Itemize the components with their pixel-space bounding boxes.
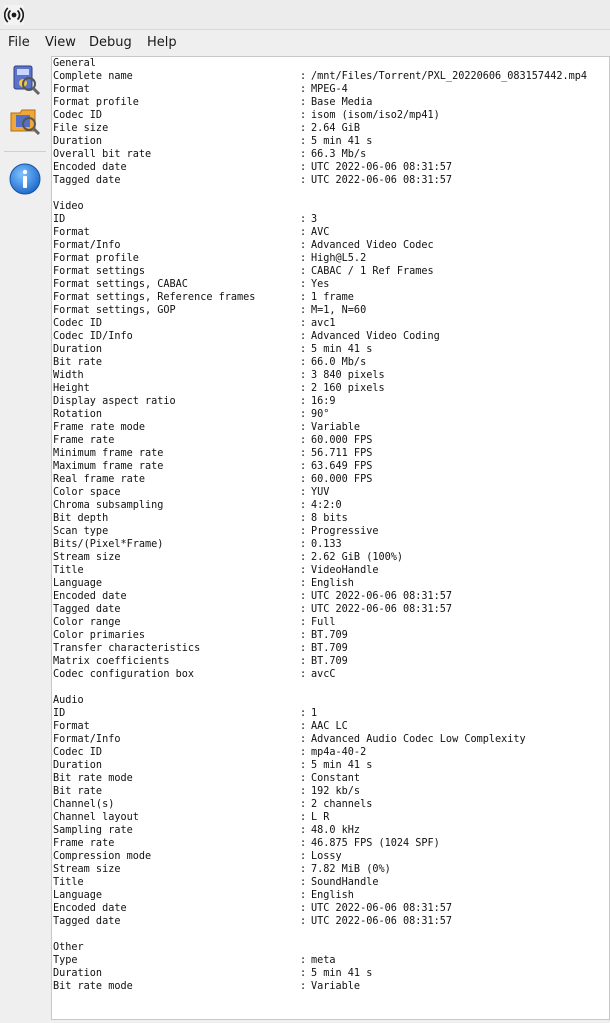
field-name: Complete name — [53, 71, 133, 82]
menu-file[interactable]: File — [8, 35, 30, 50]
field-value: 2.62 GiB (100%) — [311, 552, 404, 563]
field-separator: : — [300, 981, 307, 992]
report-row — [53, 161, 453, 174]
field-separator: : — [300, 669, 307, 680]
report-row — [53, 837, 440, 850]
field-name: Bit rate — [53, 786, 103, 797]
field-value: 56.711 FPS — [311, 448, 373, 459]
field-value: avc1 — [311, 318, 336, 329]
field-separator: : — [300, 422, 307, 433]
report-row — [53, 83, 348, 96]
field-name: Bit rate mode — [53, 773, 133, 784]
menu-bar — [0, 31, 610, 56]
field-value: 8 bits — [311, 513, 348, 524]
report-row — [53, 655, 348, 668]
field-value: avcC — [311, 669, 336, 680]
field-value: /mnt/Files/Torrent/PXL_20220606_083157442.mp4 — [311, 71, 588, 82]
field-name: Stream size — [53, 864, 121, 875]
field-name: Format profile — [53, 253, 139, 264]
report-row — [53, 707, 318, 720]
field-value: 46.875 FPS (1024 SPF) — [311, 838, 440, 849]
field-separator: : — [300, 110, 307, 121]
field-name: Language — [53, 578, 103, 589]
section-title: Other — [53, 942, 84, 953]
field-name: Duration — [53, 760, 103, 771]
field-name: Codec ID/Info — [53, 331, 133, 342]
field-name: Compression mode — [53, 851, 152, 862]
field-separator: : — [300, 435, 307, 446]
report-row — [53, 525, 379, 538]
field-separator: : — [300, 617, 307, 628]
report-row — [53, 590, 453, 603]
field-value: 7.82 MiB (0%) — [311, 864, 391, 875]
field-separator: : — [300, 526, 307, 537]
field-value: Advanced Video Codec — [311, 240, 434, 251]
report-row — [53, 785, 361, 798]
report-row — [53, 629, 348, 642]
field-separator: : — [300, 708, 307, 719]
report-view[interactable] — [51, 56, 610, 1020]
report-row — [53, 746, 367, 759]
field-separator: : — [300, 864, 307, 875]
field-value: High@L5.2 — [311, 253, 367, 264]
field-separator: : — [300, 123, 307, 134]
report-row — [53, 382, 385, 395]
field-separator: : — [300, 396, 307, 407]
report-row — [53, 330, 440, 343]
report-row — [53, 824, 361, 837]
field-separator: : — [300, 643, 307, 654]
field-name: Tagged date — [53, 604, 121, 615]
field-value: BT.709 — [311, 656, 348, 667]
field-separator: : — [300, 604, 307, 615]
field-separator: : — [300, 292, 307, 303]
report-row — [53, 720, 348, 733]
field-name: Encoded date — [53, 903, 127, 914]
field-name: Codec ID — [53, 110, 103, 121]
field-separator: : — [300, 877, 307, 888]
field-separator: : — [300, 448, 307, 459]
field-name: Type — [53, 955, 78, 966]
report-row — [53, 473, 373, 486]
field-value: 2.64 GiB — [311, 123, 361, 134]
field-separator: : — [300, 136, 307, 147]
field-separator: : — [300, 578, 307, 589]
field-value: 63.649 FPS — [311, 461, 373, 472]
field-value: 48.0 kHz — [311, 825, 361, 836]
field-separator: : — [300, 97, 307, 108]
report-row — [53, 980, 361, 993]
report-row — [53, 395, 336, 408]
field-separator: : — [300, 305, 307, 316]
field-separator: : — [300, 253, 307, 264]
report-row — [53, 70, 588, 83]
field-value: 4:2:0 — [311, 500, 342, 511]
field-separator: : — [300, 968, 307, 979]
section-title: Audio — [53, 695, 84, 706]
field-separator: : — [300, 760, 307, 771]
field-name: Format/Info — [53, 734, 121, 745]
section-title: General — [53, 58, 96, 69]
report-row — [53, 967, 373, 980]
field-separator: : — [300, 71, 307, 82]
field-separator: : — [300, 279, 307, 290]
field-value: M=1, N=60 — [311, 305, 367, 316]
report-row — [53, 252, 367, 265]
report-row — [53, 148, 367, 161]
mediainfo-app-icon — [4, 5, 24, 25]
field-name: ID — [53, 214, 66, 225]
field-name: Title — [53, 565, 84, 576]
field-name: Minimum frame rate — [53, 448, 164, 459]
field-name: Codec ID — [53, 318, 103, 329]
field-separator: : — [300, 773, 307, 784]
field-name: ID — [53, 708, 66, 719]
field-separator: : — [300, 916, 307, 927]
field-value: 5 min 41 s — [311, 760, 373, 771]
field-name: Height — [53, 383, 90, 394]
field-separator: : — [300, 240, 307, 251]
report-row — [53, 902, 453, 915]
field-name: Format settings, Reference frames — [53, 292, 256, 303]
report-row — [53, 460, 373, 473]
field-value: 5 min 41 s — [311, 344, 373, 355]
field-name: Rotation — [53, 409, 103, 420]
media-info-report — [53, 57, 588, 993]
field-separator: : — [300, 266, 307, 277]
field-value: Variable — [311, 422, 361, 433]
field-value: 2 160 pixels — [311, 383, 385, 394]
field-name: Format — [53, 227, 90, 238]
report-row — [53, 499, 342, 512]
toolbar-separator — [4, 151, 46, 152]
field-name: Frame rate — [53, 435, 115, 446]
field-separator: : — [300, 539, 307, 550]
field-name: Format — [53, 84, 90, 95]
field-value: BT.709 — [311, 643, 348, 654]
field-separator: : — [300, 175, 307, 186]
field-name: Tagged date — [53, 916, 121, 927]
open-file-icon[interactable] — [8, 63, 42, 97]
field-name: Sampling rate — [53, 825, 133, 836]
field-value: 0.133 — [311, 539, 342, 550]
field-name: Transfer characteristics — [53, 643, 201, 654]
report-row — [53, 265, 434, 278]
report-row — [53, 278, 330, 291]
report-row — [53, 109, 440, 122]
field-value: English — [311, 578, 354, 589]
field-value: meta — [311, 955, 336, 966]
field-separator: : — [300, 552, 307, 563]
field-value: 66.0 Mb/s — [311, 357, 367, 368]
field-name: Real frame rate — [53, 474, 146, 485]
field-name: Language — [53, 890, 103, 901]
report-row — [53, 798, 373, 811]
field-value: 66.3 Mb/s — [311, 149, 367, 160]
field-value: UTC 2022-06-06 08:31:57 — [311, 916, 453, 927]
field-name: Color primaries — [53, 630, 146, 641]
field-separator: : — [300, 513, 307, 524]
field-value: 16:9 — [311, 396, 336, 407]
report-row — [53, 889, 354, 902]
field-value: 1 — [311, 708, 318, 719]
field-value: Base Media — [311, 97, 373, 108]
report-row — [53, 811, 330, 824]
field-name: Width — [53, 370, 84, 381]
field-separator: : — [300, 370, 307, 381]
report-row — [53, 954, 336, 967]
blank-line — [53, 928, 96, 941]
field-separator: : — [300, 227, 307, 238]
field-name: Duration — [53, 344, 103, 355]
field-name: Frame rate mode — [53, 422, 146, 433]
field-name: Format profile — [53, 97, 139, 108]
field-separator: : — [300, 838, 307, 849]
field-name: Overall bit rate — [53, 149, 152, 160]
toolbar — [0, 56, 50, 1023]
report-row — [53, 551, 404, 564]
blank-line — [53, 681, 96, 694]
report-row — [53, 408, 330, 421]
field-name: Color range — [53, 617, 121, 628]
report-row — [53, 512, 348, 525]
field-name: Format settings, CABAC — [53, 279, 188, 290]
report-row — [53, 876, 379, 889]
field-value: UTC 2022-06-06 08:31:57 — [311, 604, 453, 615]
field-value: Progressive — [311, 526, 379, 537]
field-name: Channel(s) — [53, 799, 115, 810]
report-row — [53, 174, 453, 187]
field-value: L R — [311, 812, 330, 823]
field-separator: : — [300, 825, 307, 836]
report-row — [53, 122, 361, 135]
report-row — [53, 564, 379, 577]
report-row — [53, 486, 330, 499]
field-separator: : — [300, 565, 307, 576]
field-value: AVC — [311, 227, 330, 238]
field-value: UTC 2022-06-06 08:31:57 — [311, 591, 453, 602]
field-name: Format — [53, 721, 90, 732]
report-row — [53, 863, 391, 876]
field-separator: : — [300, 903, 307, 914]
field-value: 3 — [311, 214, 318, 225]
field-separator: : — [300, 734, 307, 745]
field-name: Bit depth — [53, 513, 109, 524]
field-name: Stream size — [53, 552, 121, 563]
field-separator: : — [300, 721, 307, 732]
field-separator: : — [300, 747, 307, 758]
menu-view[interactable]: View — [45, 35, 76, 50]
field-name: Duration — [53, 968, 103, 979]
field-separator: : — [300, 344, 307, 355]
field-value: UTC 2022-06-06 08:31:57 — [311, 175, 453, 186]
field-value: Advanced Audio Codec Low Complexity — [311, 734, 526, 745]
field-value: UTC 2022-06-06 08:31:57 — [311, 162, 453, 173]
field-separator: : — [300, 812, 307, 823]
field-value: 3 840 pixels — [311, 370, 385, 381]
field-name: Tagged date — [53, 175, 121, 186]
report-row — [53, 642, 348, 655]
report-row — [53, 538, 342, 551]
field-name: Scan type — [53, 526, 109, 537]
field-separator: : — [300, 591, 307, 602]
field-name: Encoded date — [53, 591, 127, 602]
field-name: Chroma subsampling — [53, 500, 164, 511]
report-row — [53, 915, 453, 928]
field-separator: : — [300, 409, 307, 420]
field-name: Duration — [53, 136, 103, 147]
report-row — [53, 577, 354, 590]
field-value: 5 min 41 s — [311, 136, 373, 147]
title-bar — [0, 0, 610, 30]
field-value: CABAC / 1 Ref Frames — [311, 266, 434, 277]
info-icon[interactable] — [8, 162, 42, 196]
field-value: AAC LC — [311, 721, 348, 732]
field-value: Variable — [311, 981, 361, 992]
report-row — [53, 733, 526, 746]
report-row — [53, 759, 373, 772]
field-value: 90° — [311, 409, 330, 420]
field-name: Maximum frame rate — [53, 461, 164, 472]
field-value: 2 channels — [311, 799, 373, 810]
field-separator: : — [300, 214, 307, 225]
report-row — [53, 850, 342, 863]
field-separator: : — [300, 383, 307, 394]
field-value: 5 min 41 s — [311, 968, 373, 979]
field-value: isom (isom/iso2/mp41) — [311, 110, 440, 121]
field-name: Codec ID — [53, 747, 103, 758]
report-row — [53, 317, 336, 330]
field-name: Format/Info — [53, 240, 121, 251]
report-row — [53, 343, 373, 356]
field-name: Color space — [53, 487, 121, 498]
field-separator: : — [300, 357, 307, 368]
field-separator: : — [300, 656, 307, 667]
field-value: English — [311, 890, 354, 901]
field-name: Codec configuration box — [53, 669, 195, 680]
field-name: Matrix coefficients — [53, 656, 170, 667]
field-value: 60.000 FPS — [311, 474, 373, 485]
report-row — [53, 447, 373, 460]
field-name: Display aspect ratio — [53, 396, 176, 407]
field-value: VideoHandle — [311, 565, 379, 576]
field-name: Bit rate — [53, 357, 103, 368]
field-separator: : — [300, 786, 307, 797]
field-value: SoundHandle — [311, 877, 379, 888]
field-name: Title — [53, 877, 84, 888]
field-separator: : — [300, 461, 307, 472]
report-row — [53, 668, 336, 681]
field-separator: : — [300, 162, 307, 173]
field-value: mp4a-40-2 — [311, 747, 367, 758]
field-separator: : — [300, 331, 307, 342]
field-separator: : — [300, 955, 307, 966]
menu-debug[interactable]: Debug — [89, 35, 132, 50]
report-row — [53, 434, 373, 447]
field-value: Yes — [311, 279, 330, 290]
field-value: MPEG-4 — [311, 84, 348, 95]
report-row — [53, 96, 373, 109]
field-name: Frame rate — [53, 838, 115, 849]
report-row — [53, 603, 453, 616]
report-row — [53, 239, 434, 252]
field-value: Full — [311, 617, 336, 628]
field-separator: : — [300, 474, 307, 485]
field-separator: : — [300, 318, 307, 329]
blank-line — [53, 187, 96, 200]
field-value: Lossy — [311, 851, 342, 862]
field-separator: : — [300, 890, 307, 901]
field-value: UTC 2022-06-06 08:31:57 — [311, 903, 453, 914]
report-row — [53, 135, 373, 148]
report-row — [53, 772, 361, 785]
field-separator: : — [300, 799, 307, 810]
field-value: 60.000 FPS — [311, 435, 373, 446]
field-separator: : — [300, 149, 307, 160]
report-row — [53, 213, 318, 226]
open-folder-icon[interactable] — [8, 103, 42, 137]
field-value: Constant — [311, 773, 361, 784]
menu-help[interactable]: Help — [147, 35, 177, 50]
field-value: BT.709 — [311, 630, 348, 641]
field-separator: : — [300, 500, 307, 511]
field-separator: : — [300, 630, 307, 641]
field-name: Bits/(Pixel*Frame) — [53, 539, 164, 550]
report-row — [53, 616, 336, 629]
field-separator: : — [300, 851, 307, 862]
report-row — [53, 369, 385, 382]
field-value: YUV — [311, 487, 330, 498]
report-row — [53, 421, 361, 434]
field-value: Advanced Video Coding — [311, 331, 440, 342]
field-name: Encoded date — [53, 162, 127, 173]
field-name: Format settings, GOP — [53, 305, 176, 316]
field-name: File size — [53, 123, 109, 134]
report-row — [53, 226, 330, 239]
report-row — [53, 304, 367, 317]
field-name: Bit rate mode — [53, 981, 133, 992]
field-name: Channel layout — [53, 812, 139, 823]
field-separator: : — [300, 84, 307, 95]
field-value: 1 frame — [311, 292, 354, 303]
field-separator: : — [300, 487, 307, 498]
field-name: Format settings — [53, 266, 146, 277]
section-title: Video — [53, 201, 84, 212]
report-row — [53, 291, 354, 304]
field-value: 192 kb/s — [311, 786, 361, 797]
report-row — [53, 356, 367, 369]
